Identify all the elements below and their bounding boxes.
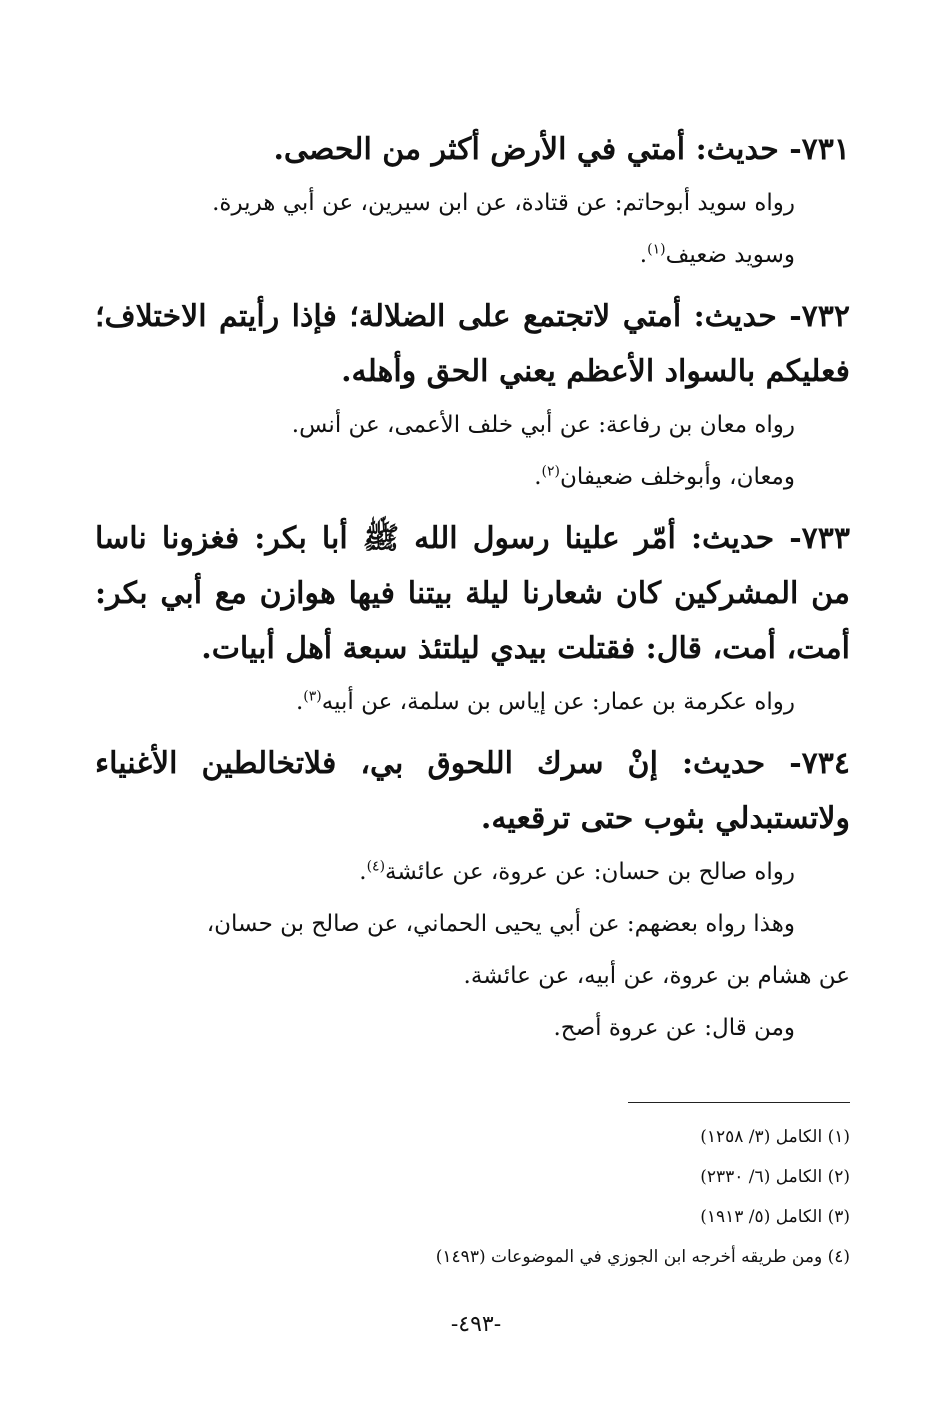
hadith-733: [95, 511, 850, 728]
grading-text: ومعان، وأبوخلف ضعيفان: [560, 464, 795, 490]
hadith-title: ٧٣٤- حديث: إنْ سرك اللحوق بي، فلاتخالطين الأغنياء ولاتستبدلي بثوب حتى ترقعيه.: [95, 746, 850, 836]
narration-line: رواه سويد أبوحاتم: عن قتادة، عن ابن سيرين، عن أبي هريرة.: [212, 190, 795, 216]
narration-line: رواه معان بن رفاعة: عن أبي خلف الأعمى، عن أنس.: [291, 412, 795, 438]
punctuation: .: [534, 464, 542, 490]
punctuation: .: [295, 689, 304, 715]
footnote-1: (١) الكامل (٣/ ١٢٥٨): [700, 1127, 850, 1147]
footnote-divider: [628, 1102, 850, 1103]
punctuation: .: [639, 242, 648, 268]
hadith-734: [95, 736, 850, 1054]
hadith-731: [95, 122, 850, 281]
narration-line: [95, 676, 850, 728]
narration-text: رواه صالح بن حسان: عن عروة، عن عائشة: [385, 859, 795, 885]
hadith-title: ٧٣٣- حديث: أمّر علينا رسول الله ﷺ أبا بكر: فغزونا ناسا من المشركين كان شعارنا ليلة بيتنا فيها هوازن مع أبي بكر: أمت، أمت، قال: فقتلت بيدي ليلتئذ سبعة أهل أبيات.: [95, 521, 850, 666]
narration-line: [95, 846, 850, 898]
narration-text: رواه عكرمة بن عمار: عن إياس بن سلمة، عن أبيه: [321, 689, 795, 715]
verdict-line: ومن قال: عن عروة أصح.: [553, 1015, 795, 1041]
footnote-ref[interactable]: (٣): [303, 688, 322, 705]
alternate-chain-continuation: عن هشام بن عروة، عن أبيه، عن عائشة.: [463, 963, 850, 989]
punctuation: .: [359, 859, 367, 885]
hadith-title: ٧٣٢- حديث: أمتي لاتجتمع على الضلالة؛ فإذا رأيتم الاختلاف؛ فعليكم بالسواد الأعظم يعني الحق وأهله.: [95, 299, 850, 389]
grading-line: [95, 451, 850, 503]
footnote-ref[interactable]: (٤): [366, 858, 386, 875]
footnotes-section: [95, 1102, 850, 1277]
page-body: [95, 110, 850, 1054]
page-number: -٤٩٣-: [450, 1312, 502, 1337]
alternate-chain-line: وهذا رواه بعضهم: عن أبي يحيى الحماني، عن صالح بن حسان،: [206, 911, 795, 937]
grading-text: وسويد ضعيف: [665, 242, 795, 268]
footnote-ref[interactable]: (١): [647, 241, 666, 258]
hadith-title: ٧٣١- حديث: أمتي في الأرض أكثر من الحصى.: [273, 132, 850, 167]
footnote-3: (٣) الكامل (٥/ ١٩١٣): [700, 1207, 850, 1227]
footnote-ref[interactable]: (٢): [541, 463, 560, 480]
hadith-732: [95, 289, 850, 503]
grading-line: [95, 229, 850, 281]
footnote-4: (٤) ومن طريقه أخرجه ابن الجوزي في الموضوعات (١٤٩٣): [435, 1247, 850, 1267]
footnote-2: (٢) الكامل (٦/ ٢٣٣٠): [700, 1167, 850, 1187]
